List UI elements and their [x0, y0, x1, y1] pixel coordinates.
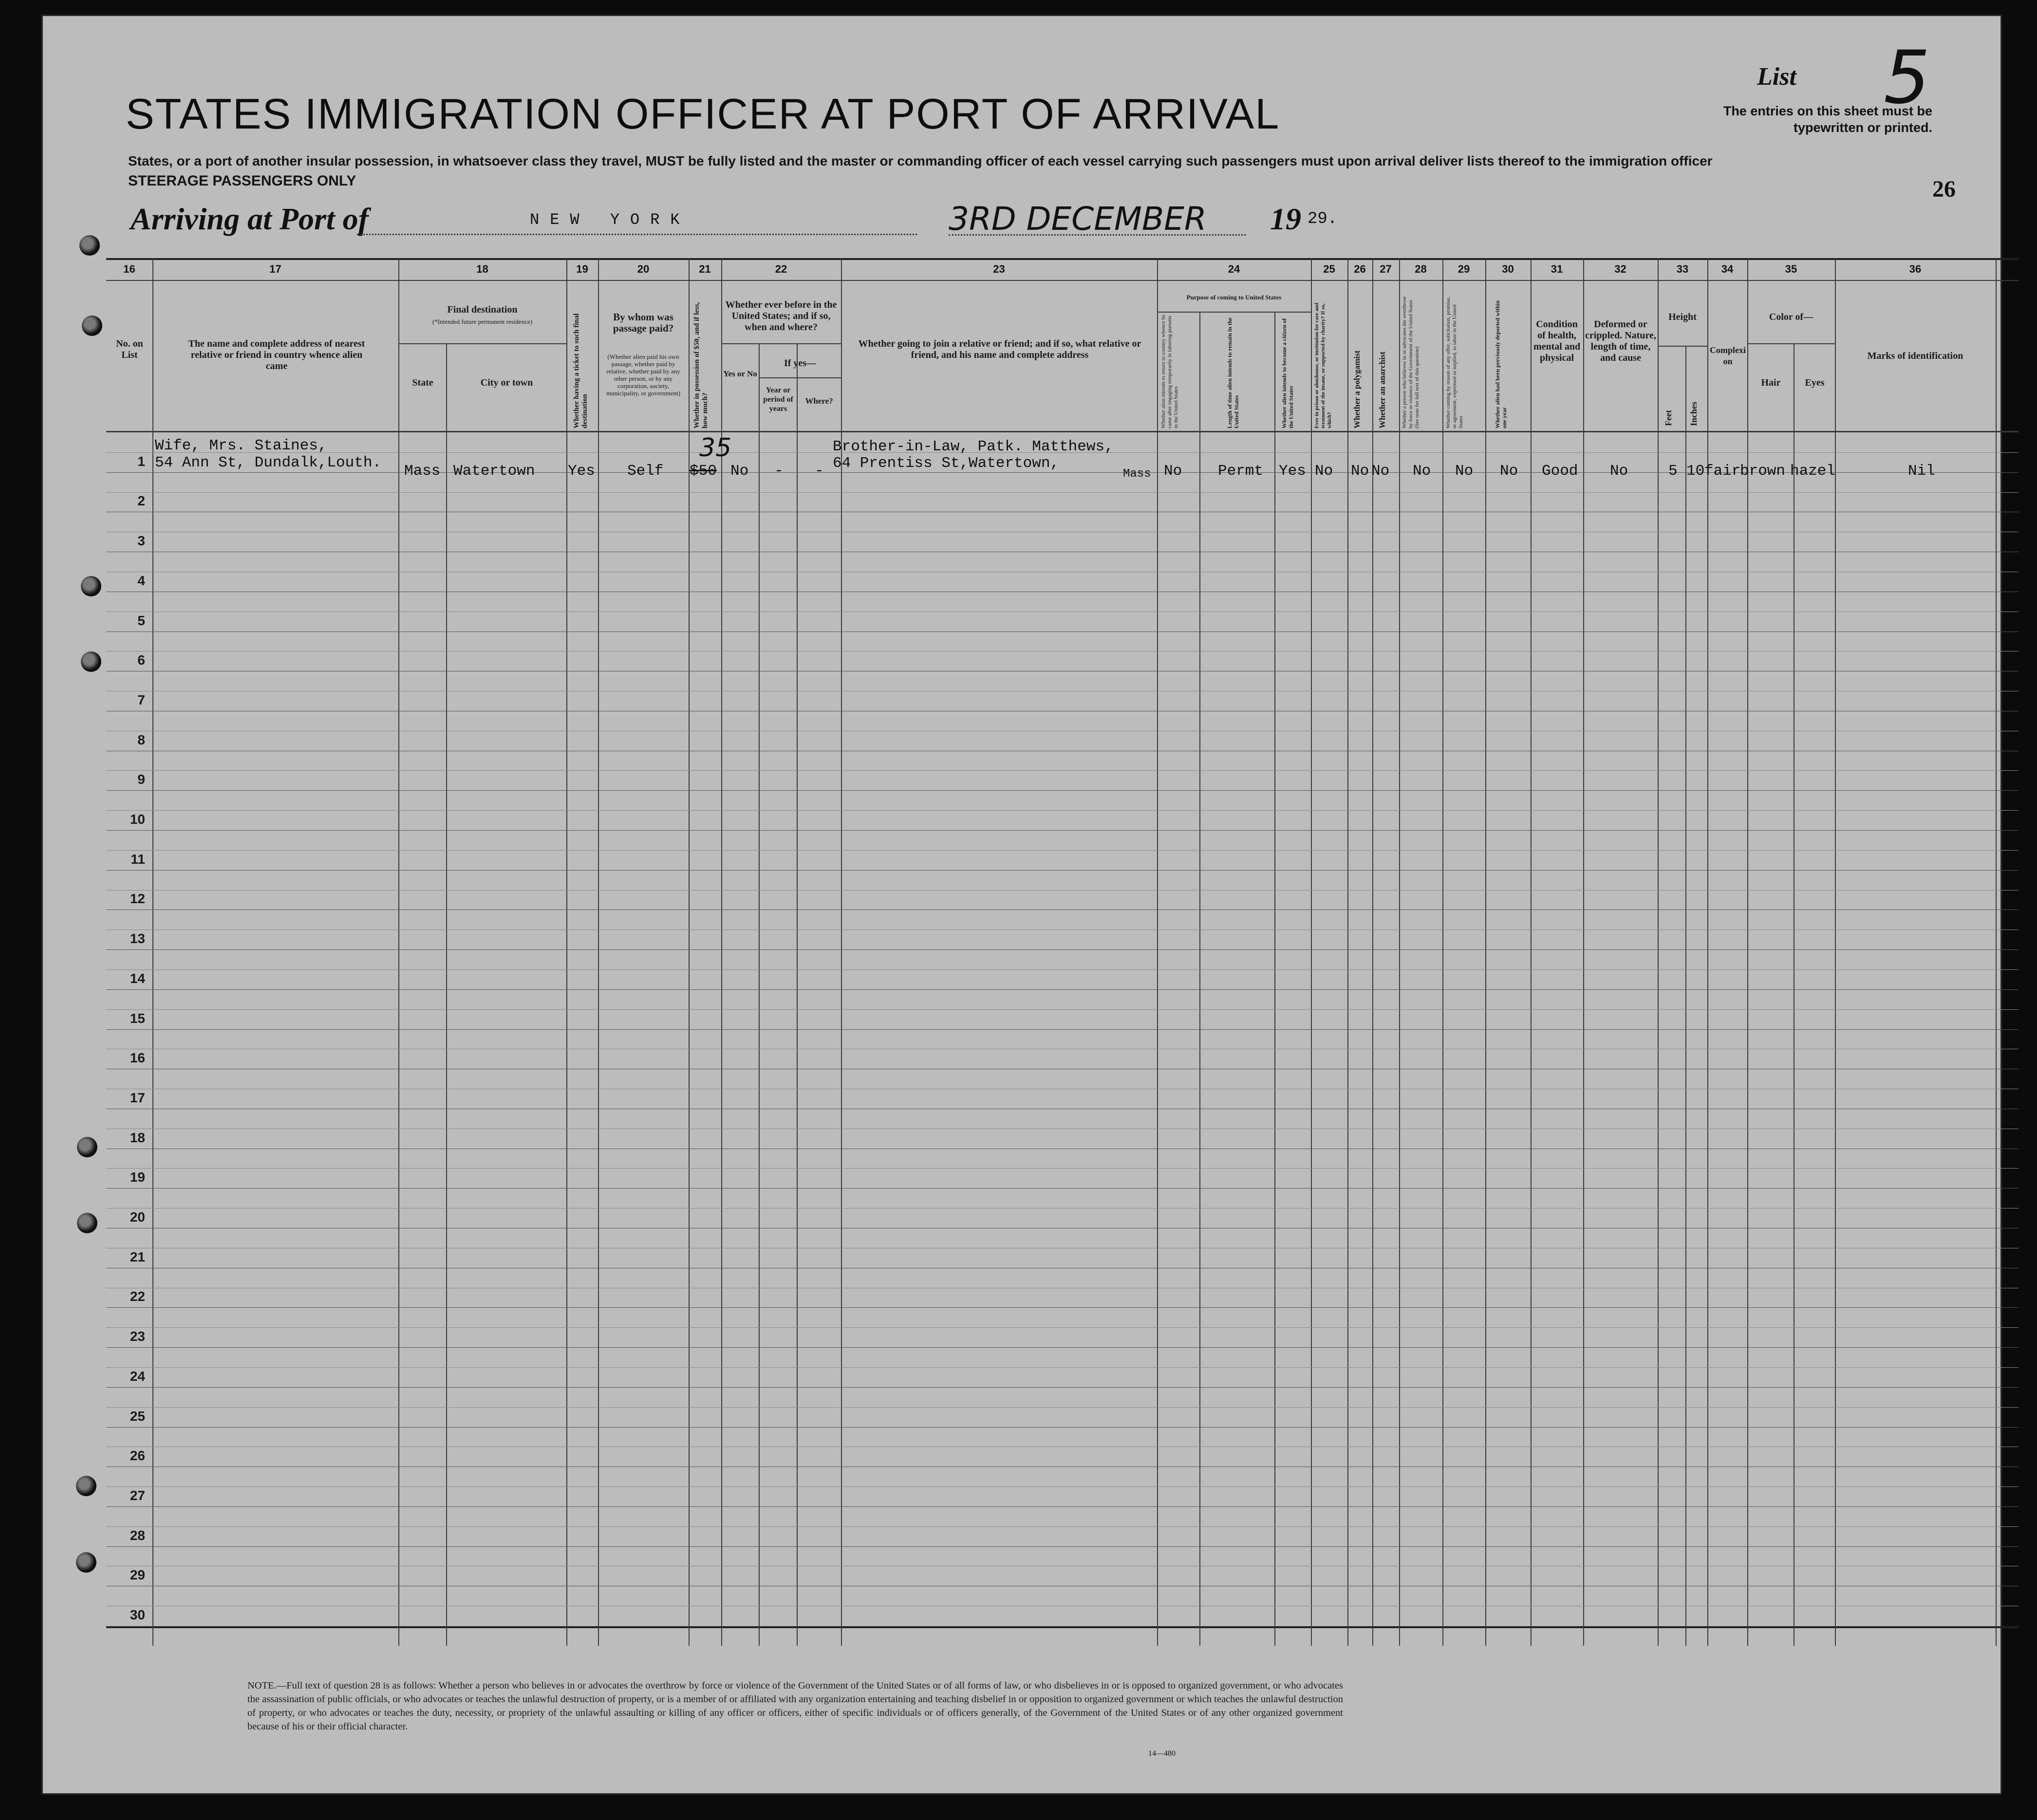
entry-where: -	[815, 463, 824, 480]
form-number: 14—480	[1148, 1749, 1176, 1758]
punch-hole	[79, 235, 100, 256]
row-guide-line	[106, 492, 2018, 493]
hdr-no-on-list: No. on List	[116, 338, 143, 360]
row-divider	[106, 631, 2018, 632]
hdr-yes-no: Yes or No	[723, 369, 757, 378]
entries-note: The entries on this sheet must be typewritten or printed.	[1723, 104, 1932, 135]
punch-hole	[77, 1137, 97, 1157]
row-number: 25	[130, 1408, 145, 1424]
row-number: 29	[130, 1567, 145, 1583]
row-guide-line	[106, 810, 2018, 811]
row-guide-line	[106, 929, 2018, 930]
passenger-class: STEERAGE PASSENGERS ONLY	[128, 173, 356, 189]
hdr-deformed: Deformed or crippled. Nature, length of time, and cause	[1585, 319, 1656, 363]
hdr-eyes: Eyes	[1805, 377, 1825, 388]
entry-inches: 10	[1686, 463, 1705, 480]
instruction-line: States, or a port of another insular possession, in whatsoever class they travel, MUST be fully listed and the master or commanding officer of each vessel carrying such passengers must upon arrival deliver lists thereof to the immigration officer	[128, 153, 1713, 168]
row-divider	[106, 790, 2018, 791]
row-number: 5	[137, 613, 145, 628]
entry-complexion: fair	[1704, 463, 1741, 480]
row-number: 9	[137, 772, 145, 787]
row-number: 16	[130, 1050, 145, 1066]
row-number: 19	[130, 1170, 145, 1185]
entry-offer-labor: No	[1455, 463, 1474, 480]
row-divider	[106, 1506, 2018, 1507]
entry-city: Watertown	[453, 463, 535, 480]
col-num-26: 26	[1354, 263, 1366, 275]
entry-paid-by: Self	[627, 463, 664, 480]
hdr-offer-labor: Whether coming by reason of any offer, solicitation, promise, or agreement, expressed or implied, to labor in the United States	[1445, 297, 1464, 428]
col-num-19: 19	[576, 263, 588, 275]
entry-relative-line1: Wife, Mrs. Staines,	[155, 437, 327, 454]
punch-hole	[81, 651, 101, 672]
hdr-been-before: Whether ever before in the United States; and if so, when and where?	[725, 299, 837, 333]
punch-hole	[76, 1552, 96, 1573]
row-number: 18	[130, 1130, 145, 1145]
col-num-21: 21	[699, 263, 711, 275]
col-num-16: 16	[123, 263, 135, 275]
row-divider	[106, 949, 2018, 950]
row-number: 22	[130, 1289, 145, 1304]
col-num-18: 18	[476, 263, 488, 275]
row-number: 1	[137, 453, 145, 469]
hdr-height: Height	[1668, 312, 1697, 322]
hdr-ticket: Whether having a ticket to such final destination	[573, 313, 589, 428]
row-divider	[106, 1188, 2018, 1189]
entry-ticket: Yes	[568, 463, 595, 480]
hdr-years: Year or period of years	[763, 386, 793, 413]
row-number: 10	[130, 812, 145, 827]
arrival-date: 3RD DECEMBER	[949, 200, 1246, 236]
row-number: 6	[137, 652, 145, 668]
hdr-hair: Hair	[1761, 377, 1781, 388]
entry-health: Good	[1542, 463, 1578, 480]
hdr-relative-address: The name and complete address of nearest relative or friend in country whence alien came	[188, 338, 365, 371]
col-num-34: 34	[1721, 263, 1734, 275]
entry-been-before: No	[730, 463, 749, 480]
hdr-marks: Marks of identification	[1867, 351, 1963, 361]
punch-hole	[76, 1476, 96, 1496]
manifest-sheet	[41, 15, 2002, 1795]
col-num-17: 17	[269, 263, 281, 275]
row-number: 8	[137, 732, 145, 747]
row-divider	[106, 1427, 2018, 1428]
hdr-complexion: Complexion	[1710, 345, 1746, 366]
entry-return-intent: No	[1164, 463, 1182, 480]
hdr-feet: Feet	[1663, 410, 1673, 426]
hdr-health: Condition of health, mental and physical	[1533, 319, 1581, 363]
row-divider	[106, 989, 2018, 990]
hdr-money: Whether in possession of $50, and if less, how much?	[693, 302, 709, 428]
entry-marks: Nil	[1908, 463, 1935, 480]
row-guide-line	[106, 1168, 2018, 1169]
manifest-table	[106, 258, 2018, 1646]
hdr-deported: Whether alien had been previously deported within one year	[1494, 300, 1508, 428]
row-divider	[106, 1387, 2018, 1388]
row-number: 11	[131, 851, 145, 867]
row-number: 3	[137, 533, 145, 549]
entry-years: -	[774, 463, 784, 480]
col-num-31: 31	[1551, 263, 1563, 275]
arriving-label: Arriving at Port of	[131, 202, 369, 236]
entry-state: Mass	[404, 463, 441, 480]
port-of-arrival: NEW YORK	[357, 211, 917, 235]
row-number: 21	[130, 1249, 145, 1264]
col-num-27: 27	[1380, 263, 1392, 275]
entry-money-correction: 35	[699, 433, 732, 463]
row-number: 28	[130, 1527, 145, 1543]
col-num-29: 29	[1458, 263, 1470, 275]
hdr-return-intent: Whether alien intends to return to country whence he came after engaging temporarily in laboring pursuits in the United States	[1160, 315, 1179, 428]
row-number: 30	[130, 1607, 145, 1622]
col-num-36: 36	[1909, 263, 1922, 275]
row-number: 14	[130, 970, 145, 986]
col-num-20: 20	[637, 263, 650, 275]
row-divider	[106, 1307, 2018, 1308]
col-num-30: 30	[1502, 263, 1514, 275]
col-num-28: 28	[1415, 263, 1427, 275]
row-guide-line	[106, 1009, 2018, 1010]
row-number: 12	[130, 891, 145, 907]
punch-hole	[82, 316, 102, 336]
row-number: 2	[137, 493, 145, 509]
entry-joining-line1: Brother-in-Law, Patk. Matthews,	[833, 438, 1114, 455]
row-number: 20	[130, 1209, 145, 1225]
row-guide-line	[106, 1327, 2018, 1328]
page-number: 26	[1932, 176, 1956, 202]
row-guide-line	[106, 890, 2018, 891]
row-number: 27	[130, 1487, 145, 1503]
row-divider	[106, 1347, 2018, 1348]
row-guide-line	[106, 1486, 2018, 1487]
list-label: List	[1757, 63, 1796, 91]
hdr-passage-paid-note: (Whether alien paid his own passage, whether paid by relative, whether paid by any other person, or by any corporation, society, municipality, or government)	[606, 353, 680, 397]
row-divider	[106, 870, 2018, 871]
hdr-passage-paid: By whom was passage paid?	[613, 311, 674, 334]
row-guide-line	[106, 1407, 2018, 1408]
row-guide-line	[106, 969, 2018, 970]
row-divider	[106, 1546, 2018, 1547]
row-divider	[106, 830, 2018, 831]
list-number: 5	[1884, 36, 1930, 120]
row-number: 23	[130, 1329, 145, 1344]
hdr-citizen: Whether alien intends to become a citizen of the United States	[1281, 318, 1294, 428]
entry-feet: 5	[1668, 463, 1678, 480]
row-number: 17	[130, 1090, 145, 1105]
entry-deformed: No	[1610, 463, 1628, 480]
hdr-overthrow: Whether a person who believes in or advocates the overthrow by force or violence of the Government of the United States (See note for full text of this question)	[1402, 296, 1420, 428]
col-num-24: 24	[1228, 263, 1240, 275]
hdr-inches: Inches	[1689, 401, 1699, 426]
entry-money: $50	[690, 463, 717, 480]
punch-hole	[77, 1213, 97, 1233]
hdr-color: Color of—	[1769, 312, 1813, 322]
entry-hair: brown	[1740, 463, 1786, 480]
row-divider	[106, 1029, 2018, 1030]
entry-deported: No	[1500, 463, 1518, 480]
hdr-anarchist: Whether an anarchist	[1378, 351, 1387, 428]
row-guide-line	[106, 1526, 2018, 1527]
entry-anarchist: No	[1371, 463, 1390, 480]
entry-relative-line2: 54 Ann St, Dundalk,Louth.	[155, 454, 382, 471]
entry-eyes: hazel	[1790, 463, 1836, 480]
year-prefix: 19	[1270, 202, 1301, 236]
row-number: 7	[137, 692, 145, 707]
hdr-stay-length: Length of time alien intends to remain in the United States	[1226, 317, 1240, 428]
col-num-33: 33	[1676, 263, 1689, 275]
page-title: STATES IMMIGRATION OFFICER AT PORT OF ARRIVAL	[126, 90, 1280, 138]
hdr-if-yes: If yes—	[784, 358, 817, 369]
footnote-question-28: NOTE.—Full text of question 28 is as follows: Whether a person who believes in or advocates the overthrow by force or violence of the Government of the United States or of all forms of law, or who disbelieves in or is opposed to organized government, or who advocates the assassination of public officials, or who advocates or teaches the unlawful destruction of property, or is a member of or affiliated with any organization entertaining and teaching disbelief in or opposition to organized government or which teaches the unlawful destruction of property, or who advocates or teaches the duty, necessity, or propriety of the unlawful assaulting or killing of any officer or officers, either of specific individuals or of officers generally, of the Government of the United States or of any other organized government because of his or their official character.	[247, 1680, 1343, 1732]
hdr-where: Where?	[805, 396, 833, 406]
row-number: 15	[130, 1010, 145, 1026]
col-num-35: 35	[1785, 263, 1797, 275]
hdr-prison: Ever in prison or almshouse, or institution for care and treatment of the insane, or supported by charity? If so, which?	[1314, 302, 1332, 428]
col-num-25: 25	[1323, 263, 1335, 275]
row-number: 13	[130, 931, 145, 947]
year-suffix: 29.	[1308, 210, 1338, 228]
col-num-23: 23	[993, 263, 1005, 275]
col-num-32: 32	[1614, 263, 1626, 275]
hdr-state: State	[412, 377, 433, 388]
entry-overthrow: No	[1413, 463, 1431, 480]
hdr-city: City or town	[480, 377, 533, 388]
hdr-polygamist: Whether a polygamist	[1352, 350, 1362, 428]
punch-hole	[81, 576, 101, 596]
entry-joining-line3: Mass	[1123, 467, 1151, 481]
row-guide-line	[106, 850, 2018, 851]
hdr-purpose: Purpose of coming to United States	[1186, 294, 1282, 301]
row-number: 26	[130, 1448, 145, 1464]
entry-prison: No	[1315, 463, 1333, 480]
entry-citizen: Yes	[1279, 463, 1306, 480]
hdr-final-destination: Final destination	[447, 304, 518, 315]
row-guide-line	[106, 770, 2018, 771]
row-number: 4	[137, 573, 145, 588]
col-num-22: 22	[775, 263, 787, 275]
hdr-joining: Whether going to join a relative or friend; and if so, what relative or friend, and his name and complete address	[858, 338, 1141, 360]
entry-stay-length: Permt	[1218, 463, 1264, 480]
entry-polygamist: No	[1351, 463, 1369, 480]
hdr-final-destination-note: (*Intended future permanent residence)	[432, 318, 533, 325]
row-guide-line	[106, 1367, 2018, 1368]
row-number: 24	[130, 1368, 145, 1384]
entry-joining-line2: 64 Prentiss St,Watertown,	[833, 455, 1060, 472]
